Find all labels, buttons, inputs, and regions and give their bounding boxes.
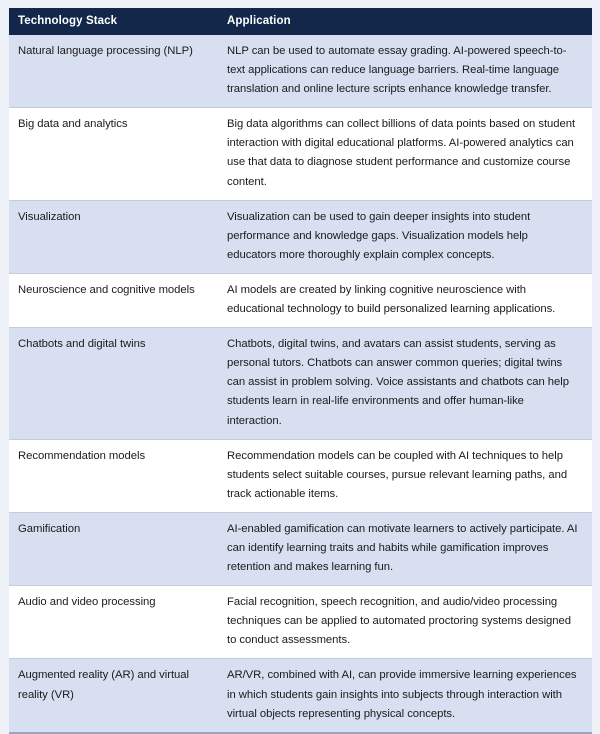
table-body — [9, 35, 592, 732]
column-header-technology-stack: Technology Stack — [9, 8, 217, 35]
table-row — [9, 586, 592, 659]
cell-technology-stack: Natural language processing (NLP) — [9, 35, 217, 108]
cell-technology-stack: Audio and video processing — [9, 586, 217, 659]
cell-application: Visualization can be used to gain deeper insights into student performance and knowledge gaps. Visualization models help educators more thoroughly explain complex concepts. — [217, 200, 592, 273]
table-row — [9, 439, 592, 512]
table-row — [9, 200, 592, 273]
cell-technology-stack: Gamification — [9, 512, 217, 585]
cell-technology-stack: Big data and analytics — [9, 108, 217, 200]
column-header-application: Application — [217, 8, 592, 35]
cell-technology-stack: Chatbots and digital twins — [9, 328, 217, 439]
cell-application: AI-enabled gamification can motivate learners to actively participate. AI can identify learning traits and habits while gamification improves retention and makes learning fun. — [217, 512, 592, 585]
cell-technology-stack: Visualization — [9, 200, 217, 273]
table-row — [9, 328, 592, 439]
table-row — [9, 512, 592, 585]
table-header — [9, 8, 592, 35]
cell-application: AI models are created by linking cognitive neuroscience with educational technology to build personalized learning applications. — [217, 273, 592, 327]
table-row — [9, 659, 592, 732]
cell-application: AR/VR, combined with AI, can provide immersive learning experiences in which students gain insights into subjects through interaction with virtual objects representing physical concepts. — [217, 659, 592, 732]
technology-stack-table — [9, 8, 592, 732]
technology-stack-table-container — [9, 8, 592, 734]
cell-application: Chatbots, digital twins, and avatars can assist students, serving as personal tutors. Chatbots can answer common queries; digital twins can assist in problem solving. Voice assistants and chatbots can help students learn in real-life environments and offer human-like interaction. — [217, 328, 592, 439]
table-header-row — [9, 8, 592, 35]
cell-application: Facial recognition, speech recognition, and audio/video processing techniques can be applied to automated proctoring systems designed to conduct assessments. — [217, 586, 592, 659]
cell-application: NLP can be used to automate essay grading. AI-powered speech-to-text applications can reduce language barriers. Real-time language translation and online lecture scripts enhance knowledge transfer. — [217, 35, 592, 108]
table-row — [9, 273, 592, 327]
cell-technology-stack: Recommendation models — [9, 439, 217, 512]
cell-application: Big data algorithms can collect billions of data points based on student interaction with digital educational platforms. AI-powered analytics can use that data to diagnose student performance and customize course content. — [217, 108, 592, 200]
table-row — [9, 108, 592, 200]
table-row — [9, 35, 592, 108]
cell-application: Recommendation models can be coupled with AI techniques to help students select suitable courses, pursue relevant learning paths, and track actionable items. — [217, 439, 592, 512]
cell-technology-stack: Augmented reality (AR) and virtual reality (VR) — [9, 659, 217, 732]
cell-technology-stack: Neuroscience and cognitive models — [9, 273, 217, 327]
